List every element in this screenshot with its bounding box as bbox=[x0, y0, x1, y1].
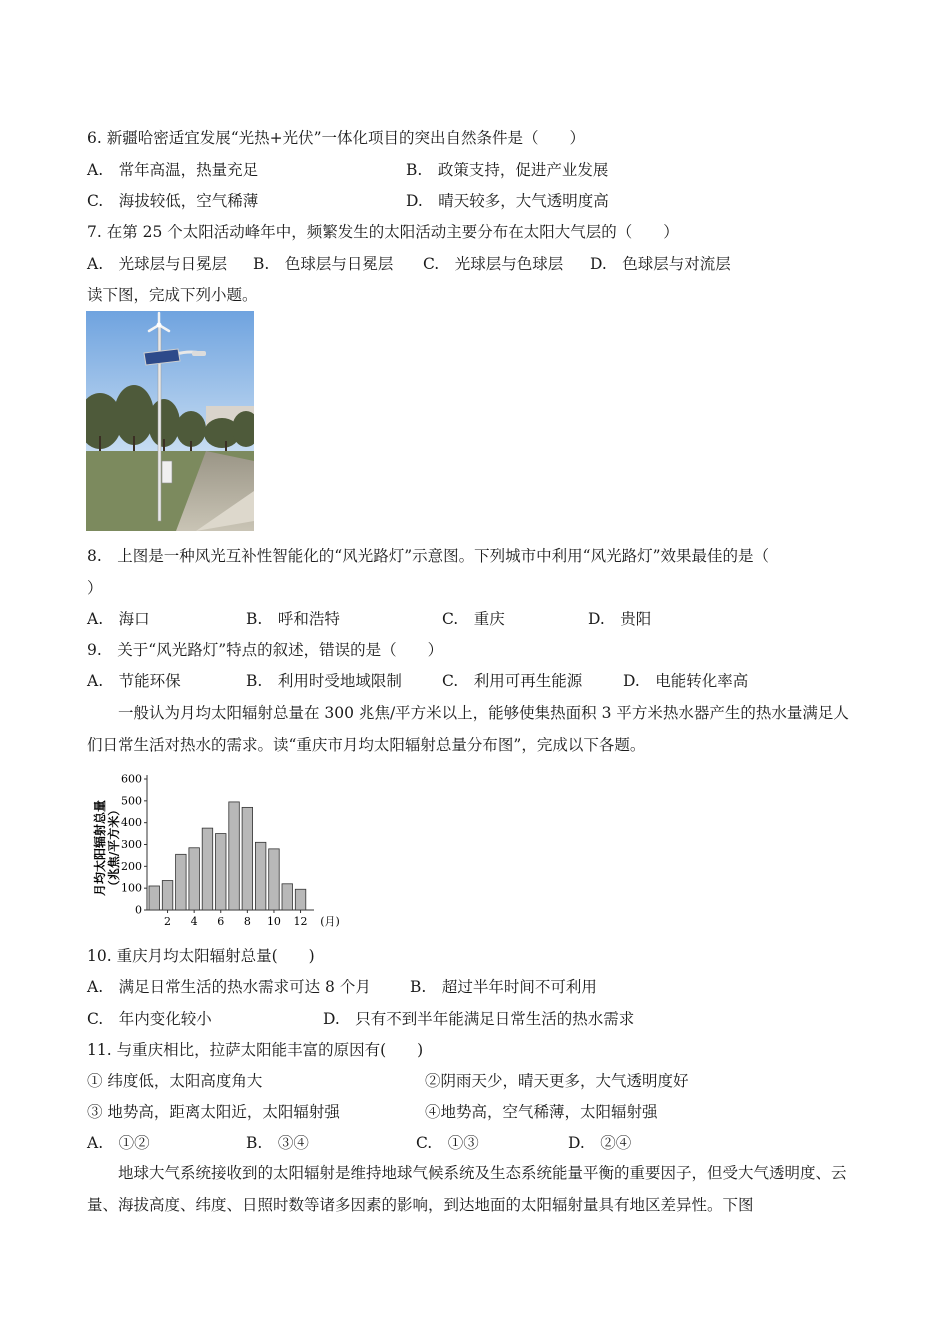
q6-option-c[interactable]: C. 海拔较低，空气稀薄 bbox=[87, 192, 259, 210]
chart-ytick-label: 400 bbox=[121, 816, 142, 830]
q8-option-a[interactable]: A. 海口 bbox=[87, 610, 150, 628]
chart-bar bbox=[242, 807, 253, 910]
chart-bar bbox=[176, 854, 187, 910]
chart-ylabel-line1: 月均太阳辐射总量 bbox=[93, 799, 107, 897]
chart-bar bbox=[149, 886, 160, 910]
chart-bar bbox=[255, 842, 266, 910]
chongqing-radiation-chart bbox=[86, 768, 348, 928]
wind-solar-streetlamp-photo bbox=[86, 311, 254, 531]
q11-option-d[interactable]: D. ②④ bbox=[568, 1134, 632, 1152]
q10-option-c[interactable]: C. 年内变化较小 bbox=[87, 1010, 212, 1028]
q11-item-3: ③ 地势高，距离太阳近，太阳辐射强 bbox=[87, 1103, 340, 1121]
q7-option-d[interactable]: D. 色球层与对流层 bbox=[590, 255, 731, 273]
intro-read-figure: 读下图，完成下列小题。 bbox=[87, 286, 258, 304]
chart-ytick-label: 0 bbox=[135, 903, 142, 917]
q10-option-d[interactable]: D. 只有不到半年能满足日常生活的热水需求 bbox=[323, 1010, 635, 1028]
q11-option-a[interactable]: A. ①② bbox=[87, 1134, 150, 1152]
q11-item-2: ②阴雨天少，晴天更多，大气透明度好 bbox=[425, 1072, 689, 1090]
chart-ylabel-line2: （兆焦/平方米） bbox=[107, 803, 121, 893]
chart-xtick-label: 2 bbox=[164, 915, 172, 928]
intro-radiation-paragraph: 一般认为月均太阳辐射总量在 300 兆焦/平方米以上，能够使集热面积 3 平方米热水器产生的热水量满足人们日常生活对热水的需求。读“重庆市月均太阳辐射总量分布图”，完成以下各题。 bbox=[87, 704, 849, 754]
q8-option-c[interactable]: C. 重庆 bbox=[442, 610, 505, 628]
chart-bar bbox=[202, 828, 213, 910]
chart-ytick-label: 500 bbox=[121, 794, 142, 808]
q9-option-b[interactable]: B. 利用时受地域限制 bbox=[246, 672, 402, 690]
q11-option-b[interactable]: B. ③④ bbox=[246, 1134, 309, 1152]
q9-option-c[interactable]: C. 利用可再生能源 bbox=[442, 672, 583, 690]
chart-bar bbox=[269, 849, 280, 910]
chart-bar bbox=[189, 848, 200, 910]
q8-stem-cont: ） bbox=[87, 579, 103, 597]
chart-ytick-label: 100 bbox=[121, 881, 142, 895]
intro-atmosphere-paragraph: 地球大气系统接收到的太阳辐射是维持地球气候系统及生态系统能量平衡的重要因子，但受大气透明度、云量、海拔高度、纬度、日照时数等诸多因素的影响，到达地面的太阳辐射量具有地区差异性。下图 bbox=[87, 1164, 847, 1214]
q10-stem: 10. 重庆月均太阳辐射总量( ) bbox=[87, 947, 315, 965]
q7-option-a[interactable]: A. 光球层与日冕层 bbox=[87, 255, 228, 273]
chart-ytick-label: 300 bbox=[121, 838, 142, 851]
q8-stem: 8. 上图是一种风光互补性智能化的“风光路灯”示意图。下列城市中利用“风光路灯”效果最佳的是（ bbox=[87, 547, 769, 565]
chart-xtick-label: 10 bbox=[266, 915, 281, 928]
chart-bar bbox=[282, 884, 293, 910]
q9-option-a[interactable]: A. 节能环保 bbox=[87, 672, 181, 690]
chart-bar bbox=[295, 889, 306, 910]
chart-xtick-label: 8 bbox=[243, 915, 251, 928]
chart-bar bbox=[216, 834, 227, 910]
q7-stem: 7. 在第 25 个太阳活动峰年中，频繁发生的太阳活动主要分布在太阳大气层的（ ） bbox=[87, 223, 679, 241]
q7-option-c[interactable]: C. 光球层与色球层 bbox=[423, 255, 564, 273]
chart-bars bbox=[149, 802, 306, 910]
q10-option-a[interactable]: A. 满足日常生活的热水需求可达 8 个月 bbox=[87, 978, 371, 996]
q11-option-c[interactable]: C. ①③ bbox=[416, 1134, 479, 1152]
q9-option-d[interactable]: D. 电能转化率高 bbox=[623, 672, 749, 690]
q6-option-a[interactable]: A. 常年高温，热量充足 bbox=[87, 161, 259, 179]
chart-xtick-label: 4 bbox=[190, 915, 198, 928]
q7-option-b[interactable]: B. 色球层与日冕层 bbox=[253, 255, 394, 273]
chart-xtick-label: 6 bbox=[217, 915, 225, 928]
q6-option-d[interactable]: D. 晴天较多，大气透明度高 bbox=[406, 192, 609, 210]
q8-option-b[interactable]: B. 呼和浩特 bbox=[246, 610, 340, 628]
chart-bar bbox=[229, 802, 240, 910]
chart-ytick-label: 200 bbox=[121, 859, 142, 873]
chart-xlabel: (月) bbox=[320, 915, 340, 928]
chart-bar bbox=[162, 881, 173, 910]
q11-item-4: ④地势高，空气稀薄，太阳辐射强 bbox=[425, 1103, 658, 1121]
chart-ytick-label: 600 bbox=[121, 772, 142, 786]
q8-option-d[interactable]: D. 贵阳 bbox=[588, 610, 652, 628]
q9-stem: 9. 关于“风光路灯”特点的叙述，错误的是（ ） bbox=[87, 641, 444, 659]
chart-xtick-label: 12 bbox=[293, 915, 308, 928]
q11-stem: 11. 与重庆相比，拉萨太阳能丰富的原因有( ) bbox=[87, 1041, 424, 1059]
q6-option-b[interactable]: B. 政策支持，促进产业发展 bbox=[406, 161, 609, 179]
q11-item-1: ① 纬度低，太阳高度角大 bbox=[87, 1072, 263, 1090]
q6-stem: 6. 新疆哈密适宜发展“光热+光伏”一体化项目的突出自然条件是（ ） bbox=[87, 129, 586, 147]
q10-option-b[interactable]: B. 超过半年时间不可利用 bbox=[410, 978, 597, 996]
